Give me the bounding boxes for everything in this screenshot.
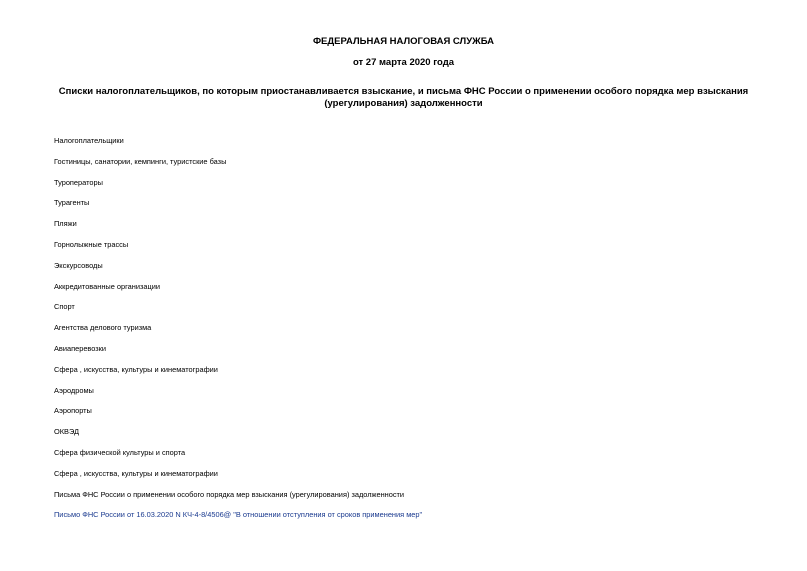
toc-item-travel-agents[interactable]: Турагенты xyxy=(54,198,90,208)
toc-item-hotels[interactable]: Гостиницы, санатории, кемпинги, туристские базы xyxy=(54,156,227,166)
toc-item-fns-letters[interactable]: Письма ФНС России о применении особого порядка мер взыскания (урегулирования) задолженности xyxy=(54,489,405,499)
agency-name: ФЕДЕРАЛЬНАЯ НАЛОГОВАЯ СЛУЖБА xyxy=(312,36,495,47)
table-of-contents xyxy=(54,136,774,531)
toc-item-aerodromes[interactable]: Аэродромы xyxy=(54,385,94,395)
toc-item-airports[interactable]: Аэропорты xyxy=(54,406,92,416)
document-title: Списки налогоплательщиков, по которым приостанавливается взыскание, и письма ФНС России о применении особого порядка мер взыскания (урегулирования) задолженности xyxy=(58,86,749,109)
toc-item-fns-letter-link-row xyxy=(54,510,774,531)
toc-item-beaches[interactable]: Пляжи xyxy=(54,219,77,229)
toc-item-physical-culture-sport[interactable]: Сфера физической культуры и спорта xyxy=(54,447,186,457)
fns-letter-link[interactable]: Письмо ФНС России от 16.03.2020 N КЧ-4-8/4506@ "В отношении отступления от сроков применения мер" xyxy=(54,510,423,520)
toc-item-sport[interactable]: Спорт xyxy=(54,302,75,312)
toc-item-arts-culture-cinema[interactable]: Сфера , искусства, культуры и кинематографии xyxy=(54,364,218,374)
toc-item-taxpayers[interactable]: Налогоплательщики xyxy=(54,136,124,145)
toc-item-ski-slopes[interactable]: Горнолыжные трассы xyxy=(54,239,129,249)
toc-item-okved[interactable]: ОКВЭД xyxy=(54,427,80,437)
toc-item-business-tourism-agencies[interactable]: Агентства делового туризма xyxy=(54,323,152,333)
toc-item-air-transport[interactable]: Авиаперевозки xyxy=(54,343,107,353)
document-date: от 27 марта 2020 года xyxy=(352,57,455,68)
toc-item-accredited-organizations[interactable]: Аккредитованные организации xyxy=(54,281,160,291)
toc-item-arts-culture-cinema-2[interactable]: Сфера , искусства, культуры и кинематографии xyxy=(54,468,218,478)
toc-item-tour-operators[interactable]: Туроператоры xyxy=(54,177,103,187)
toc-item-tour-guides[interactable]: Экскурсоводы xyxy=(54,260,103,270)
